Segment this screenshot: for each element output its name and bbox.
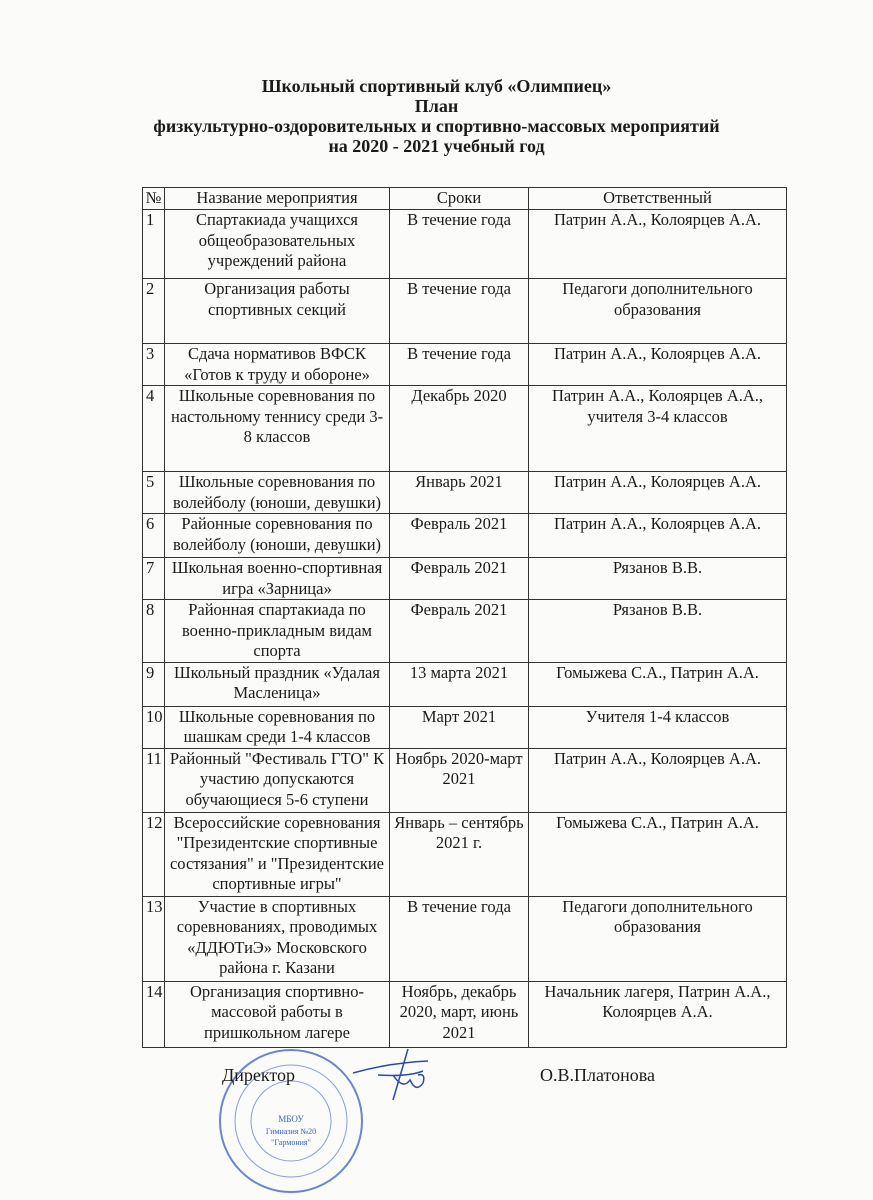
cell-dates: Январь – сентябрь 2021 г. [390,812,529,896]
director-name: О.В.Платонова [540,1065,656,1085]
cell-responsible: Педагоги дополнительного образования [529,279,787,344]
table-row [143,558,787,600]
cell-responsible: Начальник лагеря, Патрин А.А., Колоярцев А.А. [529,981,787,1047]
cell-event-name: Школьный праздник «Удалая Масленица» [165,662,390,706]
svg-text:МБОУ: МБОУ [278,1114,304,1124]
cell-dates: Январь 2021 [390,472,529,514]
cell-responsible: Патрин А.А., Колоярцев А.А., учителя 3-4 классов [529,386,787,472]
cell-event-name: Школьные соревнования по волейболу (юноши, девушки) [165,472,390,514]
cell-num: 4 [143,386,165,472]
cell-responsible: Патрин А.А., Колоярцев А.А. [529,210,787,279]
cell-event-name: Районные соревнования по волейболу (юноши, девушки) [165,514,390,558]
cell-num: 12 [143,812,165,896]
cell-event-name: Всероссийские соревнования "Президентские спортивные состязания" и "Президентские спортивные игры" [165,812,390,896]
header-num: № [143,188,165,210]
cell-event-name: Участие в спортивных соревнованиях, проводимых «ДДЮТиЭ» Московского района г. Казани [165,896,390,981]
svg-text:"Гармония": "Гармония" [271,1138,311,1147]
cell-num: 6 [143,514,165,558]
signature [348,1045,468,1105]
cell-num: 3 [143,344,165,386]
table-row [143,344,787,386]
cell-dates: В течение года [390,344,529,386]
table-row [143,210,787,279]
director-label: Директор [222,1065,296,1085]
cell-dates: Февраль 2021 [390,558,529,600]
cell-num: 10 [143,706,165,748]
cell-dates: В течение года [390,279,529,344]
header-dates: Сроки [390,188,529,210]
title-line-3: физкультурно-оздоровительных и спортивно-массовых мероприятий [153,116,720,136]
cell-event-name: Школьные соревнования по шашкам среди 1-4 классов [165,706,390,748]
cell-responsible: Гомыжева С.А., Патрин А.А. [529,662,787,706]
cell-dates: Ноябрь, декабрь 2020, март, июнь 2021 [390,981,529,1047]
cell-responsible: Рязанов В.В. [529,600,787,663]
table-row [143,386,787,472]
cell-num: 2 [143,279,165,344]
header-responsible: Ответственный [529,188,787,210]
table-row [143,662,787,706]
header-name: Название мероприятия [165,188,390,210]
cell-num: 14 [143,981,165,1047]
title-line-2: План [414,96,459,116]
cell-dates: Ноябрь 2020-март 2021 [390,748,529,812]
table-row [143,748,787,812]
cell-dates: Февраль 2021 [390,600,529,663]
cell-event-name: Сдача нормативов ВФСК «Готов к труду и обороне» [165,344,390,386]
cell-responsible: Рязанов В.В. [529,558,787,600]
cell-responsible: Патрин А.А., Колоярцев А.А. [529,472,787,514]
cell-event-name: Районный "Фестиваль ГТО" К участию допускаются обучающиеся 5-6 ступени [165,748,390,812]
table-row [143,706,787,748]
title-line-1: Школьный спортивный клуб «Олимпиец» [261,76,612,96]
cell-event-name: Школьные соревнования по настольному теннису среди 3-8 классов [165,386,390,472]
table-row [143,812,787,896]
cell-num: 7 [143,558,165,600]
document-title [0,76,873,156]
table-row [143,600,787,663]
cell-responsible: Гомыжева С.А., Патрин А.А. [529,812,787,896]
cell-responsible: Патрин А.А., Колоярцев А.А. [529,748,787,812]
cell-dates: В течение года [390,210,529,279]
table-row [143,279,787,344]
table-header-row [143,188,787,210]
cell-event-name: Спартакиада учащихся общеобразовательных учреждений района [165,210,390,279]
table-row [143,472,787,514]
cell-event-name: Организация спортивно-массовой работы в пришкольном лагере [165,981,390,1047]
table-row [143,981,787,1047]
svg-text:Гимназия №20: Гимназия №20 [265,1127,317,1136]
cell-num: 1 [143,210,165,279]
cell-dates: 13 марта 2021 [390,662,529,706]
cell-responsible: Учителя 1-4 классов [529,706,787,748]
cell-num: 5 [143,472,165,514]
table-row [143,896,787,981]
cell-num: 11 [143,748,165,812]
table-row [143,514,787,558]
cell-num: 8 [143,600,165,663]
events-table [142,187,787,1048]
cell-dates: Март 2021 [390,706,529,748]
cell-responsible: Патрин А.А., Колоярцев А.А. [529,514,787,558]
cell-dates: Декабрь 2020 [390,386,529,472]
cell-dates: В течение года [390,896,529,981]
title-line-4: на 2020 - 2021 учебный год [328,136,545,156]
cell-event-name: Школьная военно-спортивная игра «Зарница» [165,558,390,600]
cell-responsible: Педагоги дополнительного образования [529,896,787,981]
cell-dates: Февраль 2021 [390,514,529,558]
cell-event-name: Районная спартакиада по военно-прикладным видам спорта [165,600,390,663]
cell-num: 13 [143,896,165,981]
cell-responsible: Патрин А.А., Колоярцев А.А. [529,344,787,386]
cell-num: 9 [143,662,165,706]
cell-event-name: Организация работы спортивных секций [165,279,390,344]
